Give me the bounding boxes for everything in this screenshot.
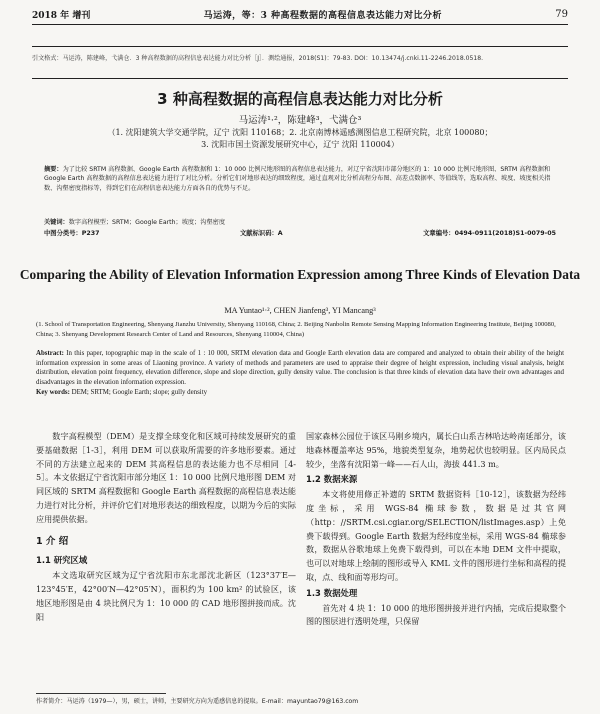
processing-paragraph: 首先对 4 块 1：10 000 的地形图拼接并进行内插，完成后提取整个图的图层进行透明处理，只保留 (306, 602, 566, 627)
english-affiliations: (1. School of Transportation Engineering, Shenyang Jianzhu University, Shenyang 110168, China; 2. Beijing Nanbolin Remote Sensing Mapping Information Engineering Institute, Beijing 100080, China; 3. Shenyang Development Research Center of Land and Resources, Shenyang 110004, China) (36, 321, 556, 338)
running-title: 马运涛，等：3 种高程数据的高程信息表达能力对比分析 (203, 10, 442, 21)
abstract-text: In this paper, topographic map in the scale of 1 : 10 000, SRTM elevation data and Google Earth elevation data are compared and analyzed to obtain their ability of the height information expression in some areas of Liaoning province. A variety of methods and parameters are used to appraise their degree of height expression, including visual analysis, height distribution, elevation point frequency, elevation difference, slope and slope direction, gully density value. The conclusion is that three kinds of elevation data have their own advantages and disadvantages in the elevation information expression. (36, 350, 564, 387)
running-header (32, 7, 568, 21)
page-number: 79 (555, 8, 568, 20)
document-code: 文献标识码：A (240, 230, 283, 237)
footnote-rule (36, 693, 166, 694)
abstract-label: Abstract: (36, 350, 64, 357)
citation-top-rule (32, 46, 568, 47)
affiliation-line: 3. 沈阳市国土资源发展研究中心，辽宁 沈阳 110004） (201, 140, 399, 149)
english-keywords (36, 388, 564, 398)
keywords-label: Key words: (36, 388, 70, 396)
intro-paragraph: 数字高程模型（DEM）是支撑全球变化和区域可持续发展研究的重要基础数据［1-3］，利用 DEM 可以获取所需要的许多地形要素。通过不同的方法建立起来的 DEM 其高程信息的表达能力也不尽相同［4-5］。本文依据辽宁省沈阳市部分地区 1：10 000 比例尺地形图 DEM 对同区域的 SRTM 高程数据和 Google Earth 高程数据的高程信息表达能力进行对比分析，并评价它们对地形表达的细致程度，以期为今后的实际应用提供依据。 (36, 431, 296, 524)
section-heading: 1 介 绍 (36, 535, 69, 547)
study-area-paragraph: 本文选取研究区域为辽宁省沈阳市东北部沈北新区（123°37′E—123°45′E，42°00′N—42°05′N），面积约为 100 km² 的试验区，该地区地形图是由 4 块比例尺为 1：10 000 的 CAD 地形图拼接而成。沈阳 (36, 570, 296, 622)
keywords-text: DEM; SRTM; Google Earth; slope; gully density (69, 388, 208, 396)
citation-format: 引文格式：马运涛，陈建峰，弋满仓．3 种高程数据的高程信息表达能力对比分析［J］．测绘通报，2018(S1)：79-83. DOI：10.13474/j.cnki.11-2246.2018.0518. (32, 55, 484, 62)
continued-paragraph: 国家森林公园位于该区马刚乡境内，属长白山系吉林哈达岭南延部分，该地森林覆盖率达 95%，地貌类型复杂，地势起伏也较明显。区内局民点较少，坐落有沈阳第一峰——石人山，海拔 441.3 m。 (306, 431, 566, 469)
chinese-affiliations (40, 127, 560, 151)
english-authors: MA Yuntao¹·², CHEN Jianfeng³, YI Mancang³ (224, 306, 376, 315)
affiliation-line: （1. 沈阳建筑大学交通学院，辽宁 沈阳 110168；2. 北京南博林遥感测图信息工程研究院，北京 100080； (107, 128, 493, 137)
abstract-text: 为了比较 SRTM 高程数据、Google Earth 高程数据和 1：10 000 比例尺地形图的高程信息表达能力，对辽宁省沈阳市部分地区的 1：10 000 比例尺地形图、SRTM 高程数据和 Google Earth 高程数据的高程信息表达能力进行了对比分析。分析它们对地形表达的细致程度，通过直观对比分析高程分布图、高差点数据率、等值线等，选取高程、坡度、坡度相关指数、沟壑密度指标等，得到它们在高程信息表达能力方面各自的优势与不足。 (44, 166, 551, 192)
chinese-authors: 马运涛¹·²，陈建峰³，弋满仓³ (238, 115, 362, 126)
clc-number: 中图分类号：P237 (44, 230, 100, 237)
citation-bottom-rule (32, 78, 568, 79)
body-right-column (306, 430, 566, 629)
classification-row (44, 229, 556, 238)
keywords-label: 关键词： (44, 219, 69, 226)
chinese-title: 3 种高程数据的高程信息表达能力对比分析 (157, 90, 443, 108)
issue-label: 2018 年 增刊 (32, 10, 91, 21)
header-rule (32, 24, 568, 25)
subsection-heading: 1.1 研究区域 (36, 555, 88, 566)
subsection-heading: 1.2 数据来源 (306, 474, 358, 485)
data-source-paragraph: 本文将使用修正补遗的 SRTM 数据资料［10-12］，该数据为经纬度坐标，采用 WGS-84 椭球参数，数据是过其官网（http：//SRTM.csi.cgiar.org/SELECTION/listImages.asp）上免费下载得到。Google Earth 数据为经纬度坐标，采用 WGS-84 椭球参数，数据从谷歌地球上免费下载得到，可以在本地 DEM 文件中提取，也可以对地球上绘制的图形或导入 KML 文件的图形进行坐标和高程的提取，点、线和面等形均可。 (306, 489, 566, 582)
chinese-abstract (44, 165, 556, 193)
english-title: Comparing the Ability of Elevation Information Expression among Three Kinds of Elevation Data (19, 267, 581, 282)
author-footnote: 作者简介：马运涛（1979—），男，硕士，讲师，主要研究方向为遥感信息的提取。E-mail：mayuntao79@163.com (36, 698, 359, 705)
chinese-keywords (44, 218, 556, 227)
article-number: 文章编号：0494-0911(2018)S1-0079-05 (423, 230, 556, 237)
abstract-label: 摘要： (44, 166, 63, 173)
body-left-column (36, 430, 296, 624)
keywords-text: 数字高程模型；SRTM；Google Earth；坡度；沟壑密度 (68, 219, 226, 226)
subsection-heading: 1.3 数据处理 (306, 587, 358, 598)
english-abstract (36, 349, 564, 398)
